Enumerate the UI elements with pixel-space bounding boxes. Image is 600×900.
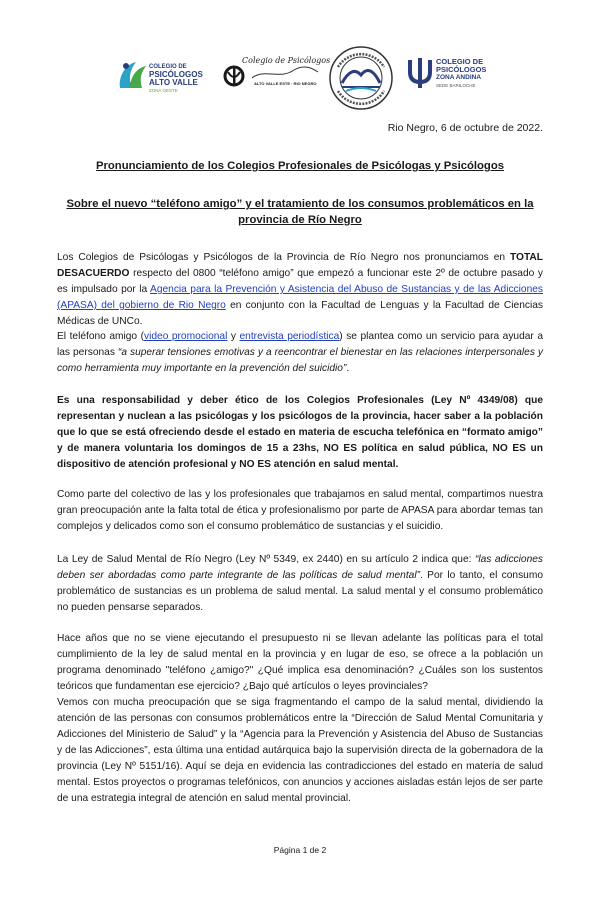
p2-text-d: . bbox=[346, 363, 350, 374]
p5-text-b: . Por lo tanto, el consumo problemático de sustancias es un problema de salud mental. La salud mental y el consumo problemático no pueden pensarse separados. bbox=[57, 570, 543, 613]
andina-line4: SEDE BARILOCHE bbox=[436, 83, 476, 88]
p2-text-b: y bbox=[227, 331, 240, 342]
p1-text-a: Los Colegios de Psicólogas y Psicólogos de la Provincia de Río Negro nos pronunciamos en bbox=[57, 252, 510, 263]
alto-valle-line4: ZONA OESTE bbox=[149, 88, 178, 93]
paragraph-3: Es una responsabilidad y deber ético de los Colegios Profesionales (Ley Nº 4349/08) que representan y nuclean a las psicólogas y los psicólogos de la provincia, hacer saber a la población que lo que se está ofreciendo desde el estado en materia de escucha telefónica en “formato amigo” y de manera voluntaria los domingos de 15 a 23hs, NO ES política en salud pública, NO ES un dispositivo de atención profesional y NO ES atención en salud mental. bbox=[57, 395, 543, 470]
p2-quote: “a superar tensiones emotivas y a reencontrar el bienestar en las relaciones interpersonales y como herramienta muy importante en la prevención del suicidio” bbox=[57, 347, 543, 374]
psi-circle-icon bbox=[222, 62, 246, 92]
este-logo-subtitle: ALTO VALLE ESTE · RIO NEGRO bbox=[254, 81, 317, 86]
p1-text-c: respecto del 0800 “teléfono amigo” que empezó a funcionar este 2º de octubre pasado y es impulsado por la bbox=[57, 268, 543, 295]
andina-line2: PSICÓLOGOS bbox=[436, 65, 487, 74]
p1-text-d: en conjunto con la Facultad de Lenguas y la Facultad de Ciencias Médicas de UNCo. bbox=[57, 300, 543, 327]
este-logo-wave-icon bbox=[250, 64, 320, 82]
este-logo-script: Colegio de Psicólogos bbox=[242, 56, 331, 65]
paragraph-5 bbox=[57, 552, 543, 616]
document-date: Rio Negro, 6 de octubre de 2022. bbox=[387, 122, 543, 134]
video-promocional-link[interactable]: video promocional bbox=[144, 331, 228, 342]
circular-seal-icon bbox=[328, 45, 394, 111]
document-title: Pronunciamiento de los Colegios Profesionales de Psicólogas y Psicólogos bbox=[95, 160, 505, 172]
p5-text-a: La Ley de Salud Mental de Río Negro (Ley Nº 5349, ex 2440) en su artículo 2 indica que: bbox=[57, 554, 475, 565]
psi-trident-icon bbox=[406, 56, 434, 90]
p2-text-a: El teléfono amigo ( bbox=[57, 331, 144, 342]
document-subtitle: Sobre el nuevo “teléfono amigo” y el tratamiento de los consumos problemáticos en la provincia de Río Negro bbox=[66, 198, 534, 226]
colegio-zona-andina-logo bbox=[406, 56, 506, 96]
andina-line3: ZONA ANDINA bbox=[436, 74, 482, 81]
p5-quote: “las adicciones deben ser abordadas como parte integrante de las políticas de salud mental” bbox=[57, 554, 544, 581]
alto-valle-line3: ALTO VALLE bbox=[149, 78, 198, 87]
apasa-link[interactable]: Agencia para la Prevención y Asistencia del Abuso de Sustancias y de las Adicciones (APASA) del gobierno de Rio Negro bbox=[57, 284, 543, 311]
entrevista-periodistica-link[interactable]: entrevista periodística bbox=[239, 331, 340, 342]
paragraph-6: Hace años que no se viene ejecutando el presupuesto ni se llevan adelante las políticas para el total cumplimiento de la ley de salud mental en la provincia y en lugar de eso, se ofrece a la población un programa denominado "teléfono ¿amigo?" ¿Qué implica esa denominación? ¿Cuáles son los sustentos teóricos que fundamentan ese ejercicio? ¿Bajo qué artículos o leyes provinciales? bbox=[57, 633, 543, 692]
p2-text-c: ) se plantea como un servicio para ayudar a las personas bbox=[57, 331, 543, 358]
alto-valle-line2: PSICÓLOGOS bbox=[149, 70, 203, 79]
paragraph-1 bbox=[57, 250, 543, 330]
paragraph-2 bbox=[57, 329, 543, 377]
alto-valle-line1: COLEGIO DE bbox=[149, 64, 187, 70]
paragraph-4: Como parte del colectivo de las y los profesionales que trabajamos en salud mental, compartimos nuestra gran preocupación ante la falta total de ética y profesionalismo por parte de APASA para abordar temas tan complejos y delicados como son el consumo problemático de sustancias y el suicidio. bbox=[57, 489, 543, 532]
header-logos bbox=[0, 42, 600, 112]
andina-line1: COLEGIO DE bbox=[436, 57, 484, 66]
colegio-alto-valle-logo bbox=[116, 58, 203, 96]
page-number: Página 1 de 2 bbox=[273, 845, 327, 855]
alto-valle-emblem-icon bbox=[116, 58, 148, 92]
colegio-alto-valle-este-logo bbox=[222, 56, 331, 96]
paragraph-7: Vemos con mucha preocupación que se siga fragmentando el campo de la salud mental, dividiendo la atención de las personas con consumos problemáticos entre la “Dirección de Salud Mental Comunitaria y Adicciones del Ministerio de Salud” y la “Agencia para la Prevención y Asistencia del Abuso de Sustancias y de las Adicciones”, esta última una entidad autárquica bajo la supervisión directa de la gobernadora de la provincia (Ley Nº 5151/16). Aquí se deja en evidencia las contradicciones del estado en materia de salud mental. Estos proyectos o programas telefónicos, con anuncios y acciones aisladas están lejos de ser parte de una estrategia integral de atención en salud mental provincial. bbox=[57, 697, 543, 804]
p1-emphasis: TOTAL DESACUERDO bbox=[57, 252, 543, 279]
colegio-rio-negro-seal bbox=[328, 45, 396, 111]
